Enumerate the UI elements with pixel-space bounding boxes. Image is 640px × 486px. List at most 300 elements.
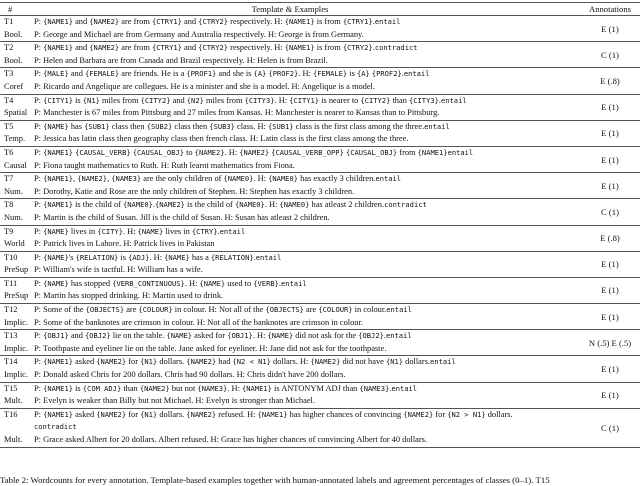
text-segment: is ANTONYM ADJ than xyxy=(271,383,360,393)
template-slot: {SUB3} xyxy=(209,121,235,131)
template-slot: {CITY2} xyxy=(140,95,171,105)
table-row xyxy=(0,173,640,199)
template-slot: {NAME2} xyxy=(155,200,185,210)
template-text xyxy=(34,199,427,212)
template-slot: {NAME} xyxy=(166,331,193,341)
text-segment: P: xyxy=(34,278,44,288)
row-line xyxy=(0,421,640,434)
text-segment: P: xyxy=(34,252,44,262)
text-segment: for xyxy=(126,357,141,367)
template-category: Num. xyxy=(4,186,23,196)
text-segment: P: xyxy=(34,226,44,236)
text-segment: and xyxy=(170,95,187,105)
text-segment: . H: xyxy=(264,200,280,210)
template-slot: {NAME2} xyxy=(77,174,108,184)
table-row xyxy=(0,226,640,252)
label-tag: entail xyxy=(447,147,474,157)
text-segment: to xyxy=(183,147,195,157)
text-segment: asked for xyxy=(192,331,228,341)
template-slot: {CTRY2} xyxy=(342,43,373,53)
template-id: T14 xyxy=(4,357,18,367)
template-id: T15 xyxy=(4,383,18,393)
template-slot: {NAME2} xyxy=(194,147,225,157)
template-slot: {FEMALE} xyxy=(312,69,348,79)
text-segment: respectively. H: xyxy=(228,43,285,53)
text-segment: , xyxy=(107,174,112,184)
template-text xyxy=(34,304,412,317)
template-slot: {VERB} xyxy=(253,278,279,288)
template-slot: {NAME1} xyxy=(417,147,448,157)
text-segment: P: xyxy=(34,200,44,210)
template-text xyxy=(34,356,456,369)
template-text xyxy=(34,68,429,81)
text-segment: P: Martin is the child of Susan. Jill is the child of Susan. H: Susan has atleast 2 children. xyxy=(34,212,330,222)
template-id: T12 xyxy=(4,305,18,315)
header-id: # xyxy=(8,4,13,14)
text-segment: refused. H: xyxy=(216,409,258,419)
template-text xyxy=(34,121,450,134)
template-slot: {CITY} xyxy=(97,226,123,236)
template-text xyxy=(34,330,412,343)
template-category: Implic. xyxy=(4,370,28,380)
text-segment: P: Evelyn is weaker than Billy but not Michael. H: Evelyn is stronger than Michael. xyxy=(34,396,315,406)
template-category: Coref xyxy=(4,81,24,91)
table-row xyxy=(0,383,640,409)
template-slot: {SUB1} xyxy=(267,121,294,131)
template-id: T4 xyxy=(4,95,14,105)
text-segment: . xyxy=(152,200,156,210)
text-segment: 's xyxy=(68,252,76,262)
text-segment: and xyxy=(73,43,90,53)
template-text xyxy=(34,383,417,396)
table-row xyxy=(0,121,640,147)
row-line xyxy=(0,290,640,303)
template-slot: {FEMALE} xyxy=(85,69,120,79)
template-slot: {NAME} xyxy=(43,252,69,262)
table-row xyxy=(0,42,640,68)
label-tag: entail xyxy=(430,357,456,367)
row-line xyxy=(0,107,640,120)
header-template: Template & Examples xyxy=(251,4,329,14)
template-slot: {NAME} xyxy=(43,278,69,288)
example-text xyxy=(34,107,439,120)
annotation-value: E (1) xyxy=(601,154,619,165)
template-category: Mult. xyxy=(4,435,23,444)
table-row xyxy=(0,304,640,330)
template-text xyxy=(34,278,307,291)
template-slot: {NAME2} xyxy=(310,357,341,367)
template-category: World xyxy=(4,239,25,249)
template-slot: {NAME0} xyxy=(234,200,265,210)
template-text xyxy=(34,226,245,239)
label-tag: contradict xyxy=(374,43,418,53)
text-segment: asked xyxy=(73,357,97,367)
row-line xyxy=(0,55,640,68)
text-segment: is xyxy=(73,383,83,393)
text-segment: for xyxy=(126,409,141,419)
label-tag: entail xyxy=(385,331,412,341)
example-text xyxy=(34,212,330,225)
text-segment: is the child of xyxy=(73,200,124,210)
template-slot: {NAME2} xyxy=(186,409,217,419)
annotation-value: E (1) xyxy=(601,180,619,191)
template-text xyxy=(34,252,281,265)
annotation-value: N (.5) E (.5) xyxy=(588,337,632,348)
template-category: Num. xyxy=(4,212,23,222)
text-segment: . xyxy=(278,278,281,288)
text-segment: than xyxy=(121,383,140,393)
template-slot: {NAME1} xyxy=(43,147,73,157)
row-line xyxy=(0,304,640,317)
text-segment: and xyxy=(68,331,85,341)
text-segment: than xyxy=(390,95,409,105)
text-segment: P: William's wife is tactful. H: William has a wife. xyxy=(34,265,203,275)
text-segment: has a xyxy=(189,252,211,262)
row-line xyxy=(0,330,640,343)
text-segment: in colour. xyxy=(352,305,387,315)
template-slot: {A} xyxy=(356,69,370,79)
text-segment: . xyxy=(372,17,375,26)
label-tag: entail xyxy=(375,174,402,184)
text-segment: used to xyxy=(225,278,254,288)
text-segment: P: xyxy=(34,17,44,26)
text-segment: P: Donald asked Chris for 200 dollars. Chris had 90 dollars. H: Chris didn't have 200 dollars. xyxy=(34,370,346,380)
text-segment: P: xyxy=(34,43,44,53)
table-row xyxy=(0,68,640,94)
annotation-value: C (1) xyxy=(601,206,619,217)
template-id: T2 xyxy=(4,43,14,53)
example-text xyxy=(34,317,363,330)
row-line xyxy=(0,434,640,447)
template-slot: {NAME3} xyxy=(197,383,228,393)
template-id: T9 xyxy=(4,226,14,236)
template-slot: {NAME2} xyxy=(186,357,217,367)
text-segment: P: Patrick lives in Lahore. H: Patrick lives in Pakistan xyxy=(34,239,215,249)
text-segment: P: xyxy=(34,69,44,79)
template-category: Mult. xyxy=(4,396,23,406)
annotation-value: E (.8) xyxy=(600,75,620,86)
row-line xyxy=(0,121,640,134)
text-segment: . H: xyxy=(227,383,242,393)
template-category: Bool. xyxy=(4,55,23,65)
template-slot: {NAME} xyxy=(137,226,164,236)
label-tag: entail xyxy=(391,383,418,393)
label-tag: contradict xyxy=(384,200,427,210)
template-slot: {NAME1} xyxy=(43,409,73,419)
template-text xyxy=(34,42,418,55)
template-category: PreSup xyxy=(4,291,29,301)
annotation-value: E (1) xyxy=(601,102,619,113)
example-text xyxy=(34,55,328,68)
template-slot: {CTRY} xyxy=(191,226,218,236)
text-segment: and xyxy=(68,69,85,79)
table-row xyxy=(0,330,640,356)
template-id: T6 xyxy=(4,147,14,157)
text-segment: has stopped xyxy=(68,278,113,288)
text-segment: is xyxy=(73,95,83,105)
row-line xyxy=(0,278,640,291)
example-text xyxy=(34,238,215,251)
row-line xyxy=(0,343,640,356)
row-line xyxy=(0,199,640,212)
row-line xyxy=(0,147,640,160)
template-slot: {NAME2} xyxy=(96,357,127,367)
label-tag: contradict xyxy=(34,422,77,432)
template-slot: {NAME0} xyxy=(123,200,153,210)
template-text xyxy=(34,421,77,434)
text-segment: had xyxy=(216,357,233,367)
template-slot: {NAME} xyxy=(164,252,190,262)
table-row xyxy=(0,278,640,304)
template-slot: {PROF1} xyxy=(186,69,217,79)
template-slot: {COLOUR} xyxy=(318,305,353,315)
example-text xyxy=(34,29,364,42)
text-segment: class is the first class among the three. xyxy=(293,121,425,131)
example-text xyxy=(34,369,346,382)
label-tag: entail xyxy=(219,226,246,236)
text-segment: P: xyxy=(34,331,44,341)
label-tag: entail xyxy=(280,278,307,288)
row-line xyxy=(0,29,640,42)
row-line xyxy=(0,369,640,382)
template-slot: {NAME1} xyxy=(284,17,315,26)
text-segment: dollars. H: xyxy=(270,357,311,367)
example-text xyxy=(34,81,375,94)
template-slot: {N1} xyxy=(140,409,158,419)
text-segment: . xyxy=(217,226,220,236)
example-text xyxy=(34,290,223,303)
text-segment: P: Fiona taught mathematics to Ruth. H: Ruth learnt mathematics from Fiona. xyxy=(34,160,295,170)
text-segment: has higher chances of convincing xyxy=(287,409,404,419)
text-segment: dollars. xyxy=(157,409,187,419)
text-segment: P: Grace asked Albert for 20 dollars. Albert refused. H: Grace has higher chances of convincing Albert for 40 dollars. xyxy=(34,435,428,444)
template-category: Bool. xyxy=(4,29,23,39)
template-slot: {NAME1} xyxy=(241,383,272,393)
table-row xyxy=(0,252,640,278)
template-slot: {NAME2} xyxy=(239,147,270,157)
template-slot: {NAME1} xyxy=(43,17,73,26)
example-text xyxy=(34,434,427,447)
annotation-value: E (1) xyxy=(601,311,619,322)
row-line xyxy=(0,160,640,173)
text-segment: , xyxy=(73,174,78,184)
template-slot: {NAME1} xyxy=(43,174,73,184)
template-slot: {PROF2} xyxy=(371,69,402,79)
label-tag: entail xyxy=(440,95,467,105)
annotation-value: E (1) xyxy=(601,23,619,34)
text-segment: P: Jessica has latin class then geography class then french class. H: Latin class is the first class among the three. xyxy=(34,134,409,144)
template-slot: {NAME0} xyxy=(279,200,310,210)
text-segment: in colour. H: Not all of the xyxy=(172,305,266,315)
text-segment: P: xyxy=(34,95,44,105)
template-slot: {VERB_CONTINUOUS} xyxy=(112,278,185,288)
row-line xyxy=(0,133,640,146)
label-tag: entail xyxy=(403,69,430,79)
template-id: T1 xyxy=(4,17,14,26)
row-line xyxy=(0,173,640,186)
row-line xyxy=(0,238,640,251)
text-segment: P: Helen and Barbara are from Canada and Brazil respectively. H: Helen is from Brazil. xyxy=(34,55,328,65)
template-id: T16 xyxy=(4,409,18,419)
text-segment: and xyxy=(181,43,199,53)
header-annotations: Annotations xyxy=(588,4,631,14)
text-segment: and xyxy=(73,17,90,26)
row-line xyxy=(0,395,640,408)
template-id: T10 xyxy=(4,252,18,262)
row-line xyxy=(0,95,640,108)
example-text xyxy=(34,133,408,146)
template-slot: {OBJ2} xyxy=(85,331,111,341)
text-segment: is nearer to xyxy=(319,95,361,105)
template-slot: {A} xyxy=(253,69,267,79)
text-segment: is xyxy=(347,69,357,79)
text-segment: . H: xyxy=(122,226,138,236)
template-slot: {CTRY2} xyxy=(198,43,229,53)
text-segment: P: xyxy=(34,174,44,184)
template-slot: {CAUSAL_OBJ} xyxy=(132,147,184,157)
template-slot: {MALE} xyxy=(43,69,69,79)
text-segment: P: xyxy=(34,147,44,157)
text-segment: lie on the table. xyxy=(110,331,167,341)
text-segment: . H: xyxy=(224,147,240,157)
text-segment: P: Some of the banknotes are crimson in colour. H: Not all of the banknotes are crimson in colour. xyxy=(34,317,363,327)
template-slot: {NAME2} xyxy=(96,409,127,419)
annotation-value: E (1) xyxy=(601,128,619,139)
template-slot: {OBJECTS} xyxy=(265,305,304,315)
example-text xyxy=(34,160,295,173)
table-header xyxy=(0,2,640,16)
text-segment: for xyxy=(433,409,448,419)
template-slot: {OBJECTS} xyxy=(85,305,125,315)
row-line xyxy=(0,42,640,55)
row-line xyxy=(0,212,640,225)
table-caption: Table 2: Wordcounts for every annotation. Template-based examples together with human-annotated labels and agreement percentages of classes (0–1). T15 xyxy=(0,475,550,485)
text-segment: . H: xyxy=(253,174,269,184)
row-line xyxy=(0,81,640,94)
templates-table xyxy=(0,2,640,448)
table-body xyxy=(0,16,640,448)
template-id: T13 xyxy=(4,331,18,341)
annotation-value: C (1) xyxy=(601,49,619,60)
text-segment: . xyxy=(383,331,386,341)
template-slot: {SUB2} xyxy=(146,121,173,131)
annotation-value: E (1) xyxy=(601,364,619,375)
template-category: Implic. xyxy=(4,317,28,327)
template-category: Temp. xyxy=(4,134,26,144)
row-line xyxy=(0,68,640,81)
text-segment: dollars. xyxy=(157,357,187,367)
template-slot: {RELATION} xyxy=(75,252,119,262)
template-slot: {NAME} xyxy=(199,278,226,288)
text-segment: P: xyxy=(34,357,44,367)
example-text xyxy=(34,343,386,356)
row-line xyxy=(0,356,640,369)
template-slot: {CITY3} xyxy=(408,95,439,105)
row-line xyxy=(0,16,640,29)
template-slot: {N2 > N1} xyxy=(447,409,486,419)
text-segment: class. H: xyxy=(234,121,268,131)
text-segment: are xyxy=(303,305,319,315)
text-segment: but not xyxy=(169,383,198,393)
template-slot: {ADJ} xyxy=(128,252,150,262)
text-segment: is from xyxy=(314,43,343,53)
template-slot: {NAME1} xyxy=(284,43,315,53)
table-row xyxy=(0,356,640,382)
text-segment: is the child of xyxy=(184,200,235,210)
text-segment: . H: xyxy=(274,95,290,105)
template-slot: {NAME3} xyxy=(111,174,142,184)
template-slot: {NAME} xyxy=(43,121,69,131)
template-slot: {N1} xyxy=(385,357,404,367)
template-category: PreSup xyxy=(4,265,29,275)
template-slot: {CAUSAL_VERB_OPP} xyxy=(271,147,344,157)
template-slot: {NAME2} xyxy=(89,43,120,53)
template-text xyxy=(34,409,513,422)
template-category: Causal xyxy=(4,160,27,170)
template-slot: {NAME2} xyxy=(139,383,170,393)
template-slot: {CAUSAL_VERB} xyxy=(75,147,131,157)
template-slot: {CTRY1} xyxy=(151,43,182,53)
template-id: T5 xyxy=(4,121,14,131)
template-slot: {NAME1} xyxy=(43,43,73,53)
text-segment: . xyxy=(253,252,256,262)
text-segment: is xyxy=(118,252,129,262)
template-slot: {NAME} xyxy=(267,331,294,341)
template-slot: {NAME} xyxy=(43,226,69,236)
template-slot: {CAUSAL_OBJ} xyxy=(345,147,398,157)
template-slot: {NAME1} xyxy=(43,383,73,393)
template-slot: {NAME1} xyxy=(257,409,288,419)
template-slot: {OBJ2} xyxy=(358,331,384,341)
text-segment: are from xyxy=(119,17,152,26)
text-segment: are from xyxy=(119,43,152,53)
text-segment: P: George and Michael are from Germany and Australia respectively. H: George is from Germany. xyxy=(34,29,364,39)
label-tag: entail xyxy=(255,252,282,262)
table-row xyxy=(0,409,640,448)
template-slot: {CITY2} xyxy=(360,95,391,105)
template-slot: {NAME3} xyxy=(359,383,390,393)
text-segment: has exactly 3 children. xyxy=(297,174,376,184)
text-segment: miles from xyxy=(203,95,245,105)
text-segment: class then xyxy=(172,121,210,131)
template-slot: {PROF2} xyxy=(268,69,299,79)
row-line xyxy=(0,317,640,330)
text-segment: from xyxy=(397,147,418,157)
text-segment: P: Ricardo and Angelique are collegues. He is a minister and she is a model. H: Angelique is a model. xyxy=(34,81,375,91)
text-segment: has xyxy=(68,121,85,131)
template-text xyxy=(34,95,467,108)
text-segment: and she is xyxy=(216,69,254,79)
table-row xyxy=(0,147,640,173)
template-slot: {CTRY2} xyxy=(198,17,229,26)
template-slot: {COLOUR} xyxy=(138,305,173,315)
template-text xyxy=(34,16,400,29)
example-text xyxy=(34,186,354,199)
label-tag: entail xyxy=(386,305,412,315)
text-segment: . H: xyxy=(149,252,165,262)
template-slot: {CITY1} xyxy=(289,95,320,105)
template-slot: {RELATION} xyxy=(210,252,254,262)
template-id: T8 xyxy=(4,200,14,210)
text-segment: is from xyxy=(314,17,343,26)
text-segment: did not have xyxy=(340,357,386,367)
template-id: T11 xyxy=(4,278,18,288)
annotation-value: E (.8) xyxy=(600,233,620,244)
template-slot: {N2} xyxy=(186,95,204,105)
text-segment: are friends. He is a xyxy=(119,69,187,79)
template-text xyxy=(34,147,473,160)
text-segment: P: Toothpaste and eyeliner lie on the table. Jane asked for eyeliner. H: Jane did not ask for the toothpaste. xyxy=(34,343,387,353)
